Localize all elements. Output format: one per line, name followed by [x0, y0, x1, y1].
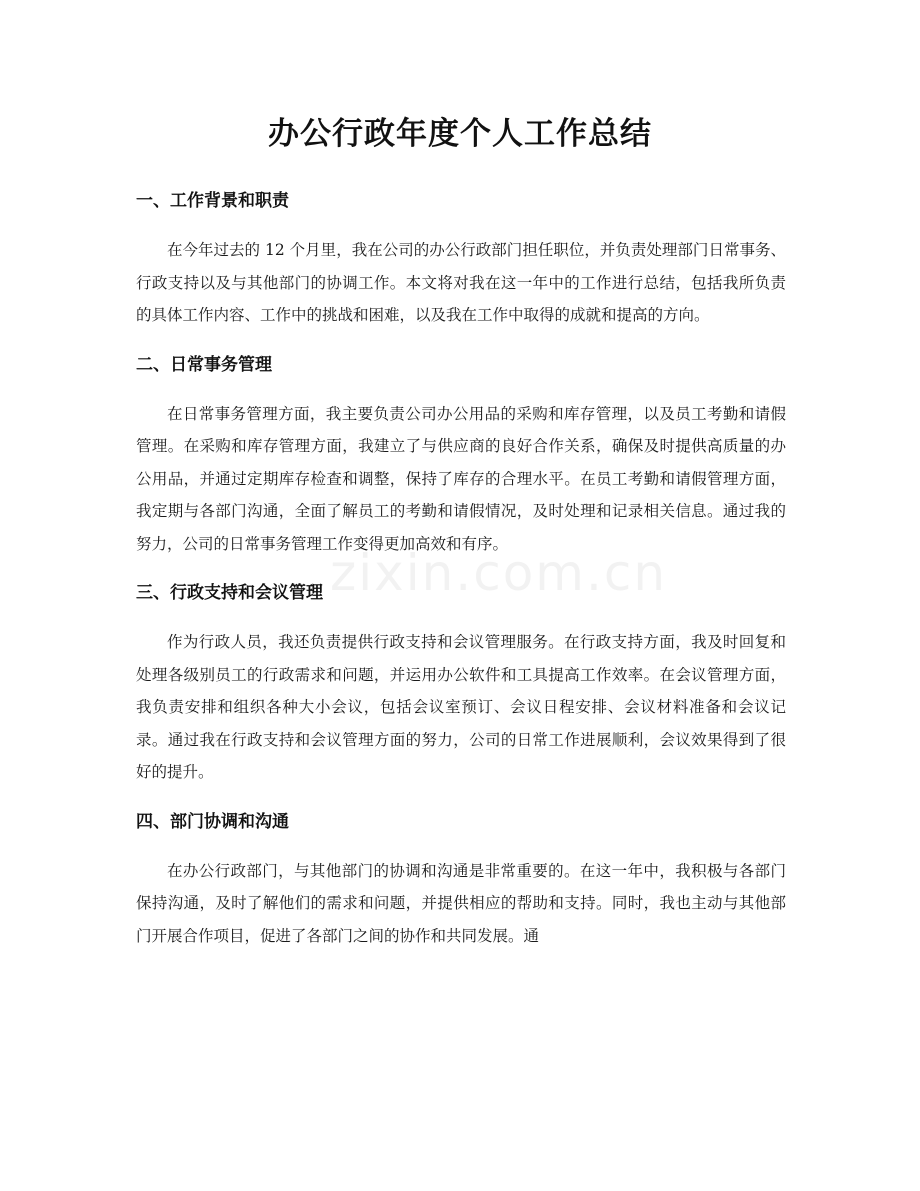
section-paragraph: 作为行政人员，我还负责提供行政支持和会议管理服务。在行政支持方面，我及时回复和处理各级别员工的行政需求和问题，并运用办公软件和工具提高工作效率。在会议管理方面，我负责安排和组织各种大小会议，包括会议室预订、会议日程安排、会议材料准备和会议记录。通过我在行政支持和会议管理方面的努力，公司的日常工作进展顺利，会议效果得到了很好的提升。	[136, 633, 786, 781]
section-heading: 二、日常事务管理	[136, 354, 272, 375]
section-admin-support	[136, 578, 786, 789]
section-coordination	[136, 807, 786, 953]
section-paragraph: 在日常事务管理方面，我主要负责公司办公用品的采购和库存管理，以及员工考勤和请假管理。在采购和库存管理方面，我建立了与供应商的良好合作关系，确保及时提供高质量的办公用品，并通过定期库存检查和调整，保持了库存的合理水平。在员工考勤和请假管理方面，我定期与各部门沟通，全面了解员工的考勤和请假情况，及时处理和记录相关信息。通过我的努力，公司的日常事务管理工作变得更加高效和有序。	[136, 404, 786, 553]
section-paragraph: 在办公行政部门，与其他部门的协调和沟通是非常重要的。在这一年中，我积极与各部门保持沟通，及时了解他们的需求和问题，并提供相应的帮助和支持。同时，我也主动与其他部门开展合作项目，促进了各部门之间的协作和共同发展。通	[136, 861, 786, 945]
section-heading: 三、行政支持和会议管理	[136, 583, 323, 603]
section-daily-affairs	[136, 350, 786, 561]
section-work-background	[136, 186, 786, 332]
document-body	[136, 186, 786, 970]
section-heading: 一、工作背景和职责	[136, 191, 289, 211]
page-title: 办公行政年度个人工作总结	[268, 116, 652, 152]
section-paragraph: 在今年过去的 12 个月里，我在公司的办公行政部门担任职位，并负责处理部门日常事务、行政支持以及与其他部门的协调工作。本文将对我在这一年中的工作进行总结，包括我所负责的具体工作内容、工作中的挑战和困难，以及我在工作中取得的成就和提高的方向。	[136, 241, 786, 324]
watermark: zixin.com.cn	[330, 544, 668, 602]
section-heading: 四、部门协调和沟通	[136, 811, 289, 832]
